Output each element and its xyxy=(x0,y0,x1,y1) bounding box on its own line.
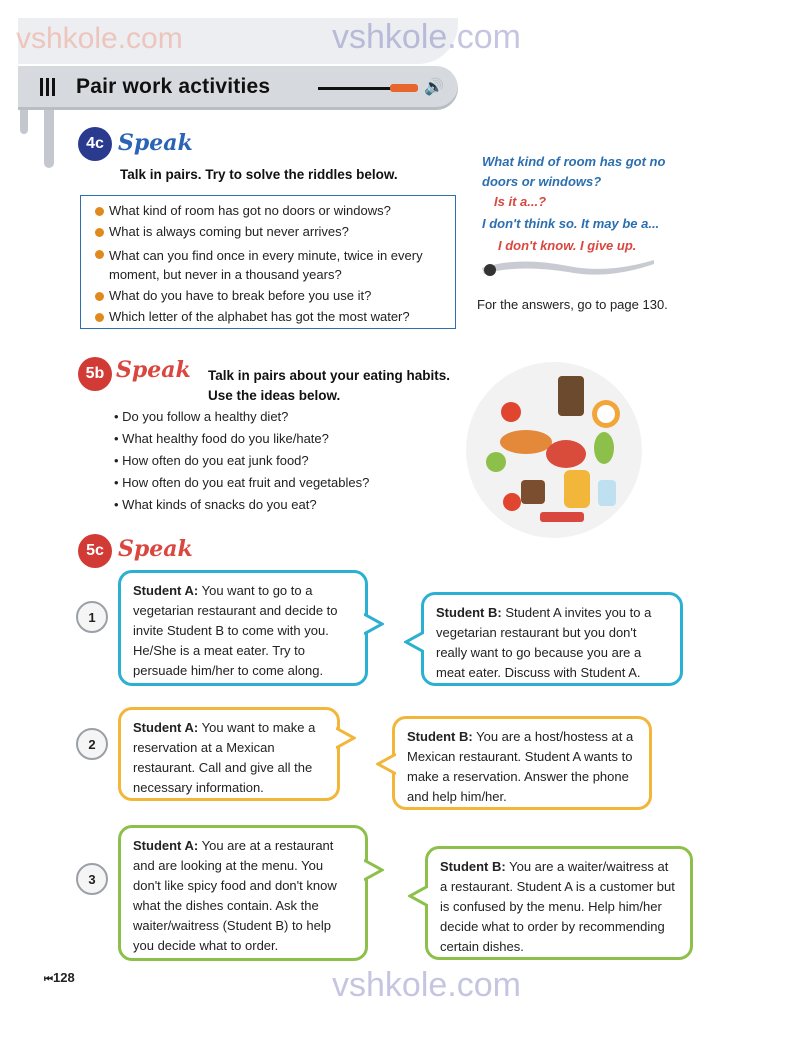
list-item: • How often do you eat fruit and vegetables? xyxy=(114,475,370,490)
section-bars-icon xyxy=(40,78,55,96)
speaker-icon[interactable]: 🔊 xyxy=(424,79,444,96)
hint-guess: Is it a...? xyxy=(494,194,547,209)
answers-note: For the answers, go to page 130. xyxy=(477,297,668,312)
hint-give-up: I don't know. I give up. xyxy=(498,238,637,253)
page-title: Pair work activities xyxy=(76,75,271,98)
list-item: What is always coming but never arrives? xyxy=(95,224,349,240)
student-b-card: Student B: You are a waiter/waitress at a restaurant. Student A is a customer but is confused by the menu. Help him/her decide what to order by recommending certain dishes. xyxy=(425,846,693,960)
list-item: • What healthy food do you like/hate? xyxy=(114,431,329,446)
list-item: What do you have to break before you use it? xyxy=(95,288,371,304)
section-badge-5c: 5c xyxy=(78,534,112,568)
hint-question: What kind of room has got no doors or windows? xyxy=(482,154,666,189)
bullet-icon xyxy=(95,292,104,301)
bullet-icon xyxy=(95,207,104,216)
bubble-tail xyxy=(336,726,356,750)
speak-heading: Speak xyxy=(118,536,193,562)
student-a-card: Student A: You want to make a reservation at a Mexican restaurant. Call and give all the necessary information. xyxy=(118,707,340,801)
student-b-card: Student B: You are a host/hostess at a Mexican restaurant. Student A wants to make a reservation. Answer the phone and help him/her. xyxy=(392,716,652,810)
hint-reply: I don't think so. It may be a... xyxy=(482,216,660,231)
list-item: Which letter of the alphabet has got the most water? xyxy=(95,309,410,325)
bubble-tail xyxy=(364,612,384,636)
list-item: • Do you follow a healthy diet? xyxy=(114,409,289,424)
bullet-icon xyxy=(95,228,104,237)
riddles-box xyxy=(80,195,456,329)
bubble-tail xyxy=(376,752,396,776)
watermark: vshkole.com xyxy=(332,18,521,56)
speak-heading: Speak xyxy=(116,357,191,383)
list-item: • What kinds of snacks do you eat? xyxy=(114,497,317,512)
bullet-icon xyxy=(95,250,104,259)
healthy-food-icon xyxy=(466,362,642,538)
hand-pointer-icon xyxy=(478,250,658,280)
section-badge-5b: 5b xyxy=(78,357,112,391)
back-arrows-icon: ⏮ xyxy=(44,974,53,985)
roleplay-number: 2 xyxy=(76,728,108,760)
page-number: ⏮128 xyxy=(44,970,75,985)
student-a-card: Student A: You are at a restaurant and are looking at the menu. You don't like spicy food and don't know what the dishes contain. Ask the waiter/waitress (Student B) to help you decide what to order. xyxy=(118,825,368,961)
bubble-tail xyxy=(404,630,424,654)
eating-instruction-2: Use the ideas below. xyxy=(208,388,341,403)
watermark: vshkole.com xyxy=(16,22,183,55)
food-illustration xyxy=(466,362,642,538)
watermark: vshkole.com xyxy=(332,966,521,1004)
speak-heading: Speak xyxy=(118,130,193,156)
bullet-icon xyxy=(95,313,104,322)
list-item: • How often do you eat junk food? xyxy=(114,453,309,468)
student-b-card: Student B: Student A invites you to a vegetarian restaurant but you don't really want to go because you are a meat eater. Discuss with Student A. xyxy=(421,592,683,686)
list-item: What kind of room has got no doors or windows? xyxy=(95,203,391,219)
banner-drip xyxy=(44,100,54,168)
eating-instruction-1: Talk in pairs about your eating habits. xyxy=(208,368,451,383)
section-badge-4c: 4c xyxy=(78,127,112,161)
bubble-tail xyxy=(408,884,428,908)
student-a-card: Student A: You want to go to a vegetarian restaurant and decide to invite Student B to come with you. He/She is a meat eater. Try to persuade him/her to come along. xyxy=(118,570,368,686)
roleplay-number: 3 xyxy=(76,863,108,895)
roleplay-number: 1 xyxy=(76,601,108,633)
bubble-tail xyxy=(364,858,384,882)
riddles-instruction: Talk in pairs. Try to solve the riddles below. xyxy=(120,167,398,182)
audio-progress-handle[interactable] xyxy=(390,84,418,92)
list-item: What can you find once in every minute, twice in every moment, but never in a thousand years? xyxy=(95,246,445,284)
